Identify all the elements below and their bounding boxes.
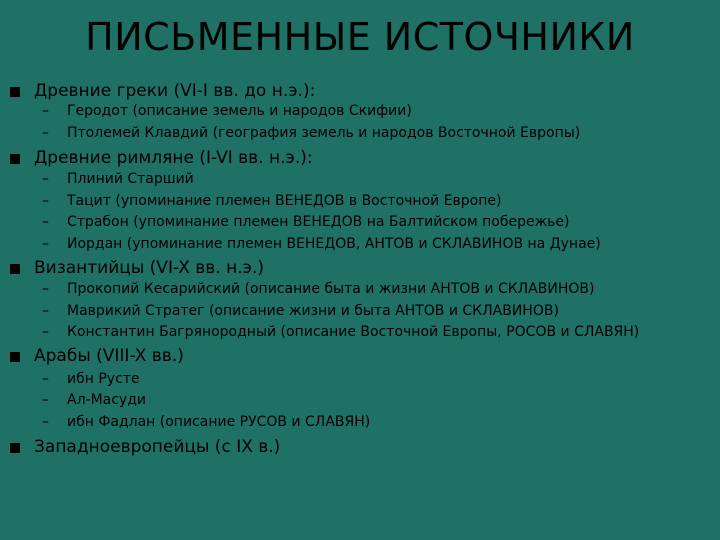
section-label: Древние греки (VI-I вв. до н.э.):	[34, 81, 316, 101]
dash-icon: –	[42, 125, 49, 141]
dash-icon: –	[42, 193, 49, 209]
list-item: ибн Русте	[67, 371, 140, 387]
section-label: Византийцы (VI-X вв. н.э.)	[34, 258, 265, 278]
list-item: ибн Фадлан (описание РУСОВ и СЛАВЯН)	[67, 414, 371, 430]
dash-icon: –	[42, 214, 49, 230]
section-label: Арабы (VIII-X вв.)	[34, 346, 184, 366]
list-item: Птолемей Клавдий (география земель и народов Восточной Европы)	[67, 125, 581, 141]
list-item: Иордан (упоминание племен ВЕНЕДОВ, АНТОВ и СКЛАВИНОВ на Дунае)	[67, 236, 601, 252]
square-bullet-icon	[10, 264, 20, 274]
dash-icon: –	[42, 281, 49, 297]
list-item: Константин Багрянородный (описание Восточной Европы, РОСОВ и СЛАВЯН)	[67, 324, 640, 340]
dash-icon: –	[42, 236, 49, 252]
list-item: Плиний Старший	[67, 171, 194, 187]
dash-icon: –	[42, 392, 49, 408]
slide-title: ПИСЬМЕННЫЕ ИСТОЧНИКИ	[85, 15, 635, 59]
section-label: Западноевропейцы (с IX в.)	[34, 437, 281, 457]
dash-icon: –	[42, 414, 49, 430]
dash-icon: –	[42, 303, 49, 319]
section-label: Древние римляне (I-VI вв. н.э.):	[34, 148, 313, 168]
list-item: Прокопий Кесарийский (описание быта и жизни АНТОВ и СКЛАВИНОВ)	[67, 281, 595, 297]
list-item: Страбон (упоминание племен ВЕНЕДОВ на Балтийском побережье)	[67, 214, 570, 230]
dash-icon: –	[42, 171, 49, 187]
list-item: Геродот (описание земель и народов Скифии)	[67, 103, 412, 119]
square-bullet-icon	[10, 443, 20, 453]
dash-icon: –	[42, 371, 49, 387]
square-bullet-icon	[10, 154, 20, 164]
list-item: Маврикий Стратег (описание жизни и быта АНТОВ и СКЛАВИНОВ)	[67, 303, 559, 319]
dash-icon: –	[42, 103, 49, 119]
square-bullet-icon	[10, 87, 20, 97]
square-bullet-icon	[10, 352, 20, 362]
list-item: Ал-Масуди	[67, 392, 146, 408]
list-item: Тацит (упоминание племен ВЕНЕДОВ в Восточной Европе)	[67, 193, 502, 209]
dash-icon: –	[42, 324, 49, 340]
